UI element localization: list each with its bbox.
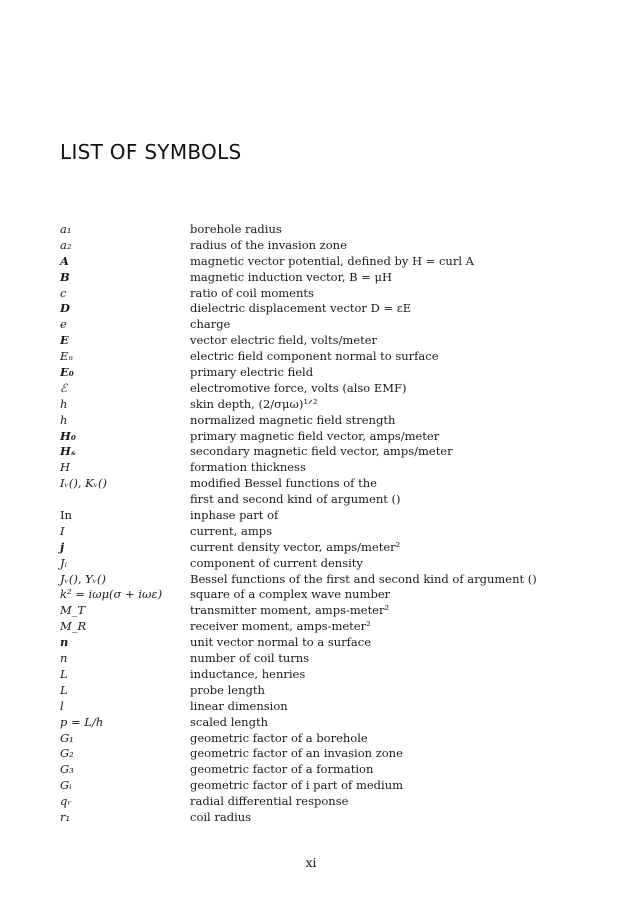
symbol-description: geometric factor of a borehole <box>190 730 368 745</box>
symbol-description: coil radius <box>190 809 252 824</box>
symbol-description: normalized magnetic field strength <box>190 412 396 427</box>
symbol-term: In <box>60 508 72 523</box>
symbol-description: formation thickness <box>190 460 306 475</box>
symbol-term: Jᵢ <box>60 555 67 570</box>
symbol-term: j <box>60 539 65 554</box>
symbol-term: G₁ <box>60 730 74 745</box>
symbol-description: secondary magnetic field vector, amps/meter <box>190 444 453 459</box>
symbol-term: E <box>60 333 69 348</box>
symbol-description: current density vector, amps/meter² <box>190 539 401 554</box>
symbol-term: h <box>60 396 68 411</box>
symbol-description: electric field component normal to surface <box>190 349 439 364</box>
symbol-row <box>60 603 560 619</box>
symbol-description: magnetic vector potential, defined by H = curl A <box>190 253 474 268</box>
symbol-row <box>60 460 560 476</box>
symbol-term: p = L/h <box>60 714 104 729</box>
symbol-row <box>60 715 560 731</box>
symbol-row <box>60 301 560 317</box>
symbol-term: H₀ <box>60 428 76 443</box>
symbol-term: a₁ <box>60 222 72 236</box>
symbol-list <box>60 222 560 826</box>
symbol-term: I <box>60 523 65 538</box>
symbol-description: unit vector normal to a surface <box>190 635 372 650</box>
symbol-row <box>60 381 560 397</box>
symbol-term: Eₙ <box>60 349 74 364</box>
symbol-term: D <box>60 301 70 316</box>
symbol-term: Iᵥ(), Kᵥ() <box>60 476 107 491</box>
symbol-term: r₁ <box>60 809 71 824</box>
symbol-row <box>60 333 560 349</box>
symbol-row <box>60 651 560 667</box>
symbol-row <box>60 254 560 270</box>
symbol-term: Gᵢ <box>60 778 72 793</box>
symbol-row <box>60 746 560 762</box>
symbol-row <box>60 222 560 238</box>
symbol-term: Jᵥ(), Yᵥ() <box>60 571 107 586</box>
symbol-term: e <box>60 317 67 332</box>
symbol-description: linear dimension <box>190 698 288 713</box>
symbol-description: borehole radius <box>190 222 282 236</box>
symbol-description: current, amps <box>190 523 273 538</box>
symbol-description: electromotive force, volts (also EMF) <box>190 380 407 395</box>
symbol-term: ℰ <box>60 380 67 395</box>
symbol-row <box>60 556 560 572</box>
symbol-row <box>60 349 560 365</box>
symbol-row <box>60 286 560 302</box>
symbol-term: L <box>60 666 68 681</box>
symbol-row <box>60 683 560 699</box>
symbol-row <box>60 444 560 460</box>
symbol-term: G₃ <box>60 762 74 777</box>
symbol-term: M_T <box>60 603 86 618</box>
symbol-description: charge <box>190 317 231 332</box>
symbol-description: number of coil turns <box>190 651 310 666</box>
symbol-term: L <box>60 682 68 697</box>
symbol-row <box>60 413 560 429</box>
symbol-term: B <box>60 269 70 284</box>
symbol-row <box>60 524 560 540</box>
symbol-row <box>60 397 560 413</box>
symbol-term: A <box>60 253 69 268</box>
symbol-description: transmitter moment, amps-meter² <box>190 603 390 618</box>
symbol-description: receiver moment, amps-meter² <box>190 619 371 634</box>
symbol-description: magnetic induction vector, B = μH <box>190 269 393 284</box>
symbol-row <box>60 810 560 826</box>
symbol-description: component of current density <box>190 555 363 570</box>
symbol-description: geometric factor of a formation <box>190 762 374 777</box>
symbol-description: radius of the invasion zone <box>190 237 347 252</box>
symbol-row <box>60 317 560 333</box>
symbol-row <box>60 365 560 381</box>
symbol-term: c <box>60 285 67 300</box>
page-number: xi <box>305 856 317 870</box>
page-title: LIST OF SYMBOLS <box>60 140 242 164</box>
symbol-row <box>60 794 560 810</box>
symbol-term <box>60 492 190 508</box>
symbol-description: radial differential response <box>190 794 349 809</box>
symbol-description: geometric factor of i part of medium <box>190 778 404 793</box>
symbol-term: Hₛ <box>60 444 76 459</box>
symbol-row <box>60 572 560 588</box>
symbol-term: n <box>60 635 69 650</box>
symbol-description: probe length <box>190 682 265 697</box>
symbol-row <box>60 587 560 603</box>
symbol-term: M_R <box>60 619 87 634</box>
symbol-row <box>60 270 560 286</box>
symbol-description: primary magnetic field vector, amps/meter <box>190 428 440 443</box>
symbol-term: G₂ <box>60 746 74 761</box>
symbol-description: geometric factor of an invasion zone <box>190 746 403 761</box>
symbol-term: n <box>60 651 68 666</box>
symbol-description: inphase part of <box>190 508 279 523</box>
symbol-row <box>60 762 560 778</box>
symbol-description: scaled length <box>190 714 268 729</box>
symbol-description: Bessel functions of the first and second kind of argument () <box>190 571 537 586</box>
symbol-row <box>60 429 560 445</box>
symbol-description: skin depth, (2/σμω)¹ᐟ² <box>190 396 318 411</box>
symbol-row <box>60 540 560 556</box>
symbol-description: first and second kind of argument () <box>190 492 401 507</box>
symbol-description: primary electric field <box>190 365 314 380</box>
symbol-row <box>60 619 560 635</box>
symbol-description: dielectric displacement vector D = εE <box>190 301 412 316</box>
symbol-description: vector electric field, volts/meter <box>190 333 378 348</box>
symbol-term: l <box>60 698 64 713</box>
symbol-row <box>60 699 560 715</box>
symbol-row <box>60 508 560 524</box>
symbol-description: ratio of coil moments <box>190 285 314 300</box>
symbol-row <box>60 492 560 508</box>
symbol-description: modified Bessel functions of the <box>190 476 377 491</box>
symbol-row <box>60 778 560 794</box>
symbol-row <box>60 476 560 492</box>
symbol-term: k² = iωμ(σ + iωε) <box>60 587 163 602</box>
symbol-description: square of a complex wave number <box>190 587 391 602</box>
symbol-term: qᵣ <box>60 794 72 809</box>
symbol-row <box>60 731 560 747</box>
symbol-row <box>60 238 560 254</box>
symbol-description: inductance, henries <box>190 666 306 681</box>
symbol-term: a₂ <box>60 237 72 252</box>
symbol-term: H <box>60 460 71 475</box>
symbol-term: h <box>60 412 68 427</box>
symbol-row <box>60 635 560 651</box>
symbol-row <box>60 667 560 683</box>
symbol-term: E₀ <box>60 365 74 380</box>
